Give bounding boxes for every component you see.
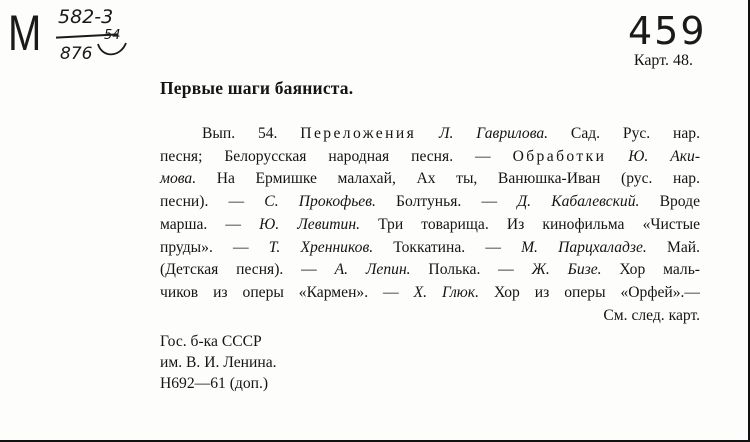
description-line: (Детская песня). — А. Лепин. Полька. — Ж. Бизе. Хор маль- bbox=[160, 261, 701, 279]
handwritten-curve-mark bbox=[96, 40, 128, 60]
library-code-line: Н692—61 (доп.) bbox=[160, 375, 269, 392]
handwritten-letter: М bbox=[8, 5, 41, 61]
page-title: Первые шаги баяниста. bbox=[160, 78, 354, 98]
description-line: чиков из оперы «Кармен». — Х. Глюк. Хор из оперы «Орфей».— bbox=[160, 283, 700, 301]
description-block bbox=[160, 123, 700, 327]
library-name-line: Гос. б-ка СССР bbox=[160, 333, 262, 350]
description-line: мова. На Ермишке малахай, Ах ты, Ванюшка-Иван (рус. нар. bbox=[160, 170, 700, 188]
see-next-card-note: См. след. карт. bbox=[603, 306, 700, 324]
handwritten-call-number: 876 bbox=[60, 44, 93, 64]
card-number: Карт. 48. bbox=[633, 52, 693, 69]
description-line: песни). — С. Прокофьев. Болтунья. — Д. Кабалевский. Вроде bbox=[160, 193, 700, 211]
description-line: пруды». — Т. Хренников. Токкатина. — М. Парцхаладзе. Май. bbox=[160, 238, 701, 256]
library-dedication-line: им. В. И. Ленина. bbox=[160, 354, 277, 371]
description-line: песня; Белорусская народная песня. — Обработки Ю. Аки- bbox=[160, 147, 701, 165]
handwritten-shelf-number: 582-3 bbox=[58, 6, 114, 28]
description-line: марша. — Ю. Левитин. Три товарища. Из кинофильма «Чистые bbox=[160, 215, 700, 233]
description-line: Вып. 54. Переложения Л. Гаврилова. Сад. Рус. нар. bbox=[202, 125, 700, 142]
library-stamp bbox=[160, 331, 277, 394]
handwritten-page-number: 459 bbox=[628, 9, 707, 53]
handwritten-issue-number: 54 bbox=[104, 28, 121, 43]
